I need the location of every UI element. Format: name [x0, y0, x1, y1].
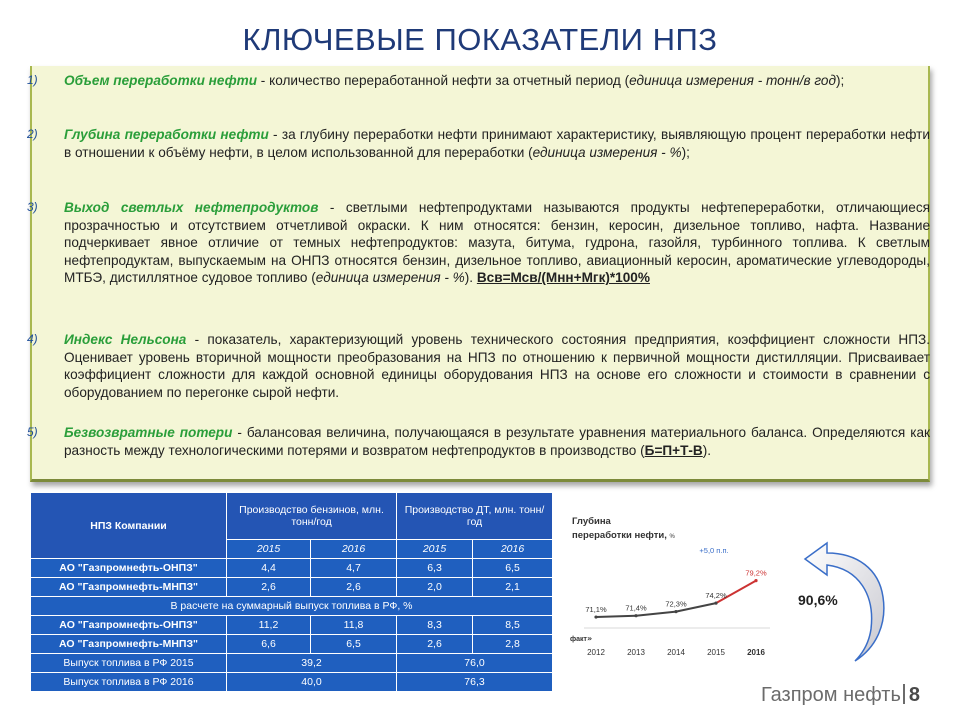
table-cell: 8,3: [397, 616, 473, 635]
term: Объем переработки нефти: [64, 73, 258, 88]
brand-name: Газпром нефть: [760, 684, 901, 706]
table-cell: 2,6: [311, 578, 397, 597]
table-cell: 4,7: [311, 559, 397, 578]
table-cell: 2,6: [397, 635, 473, 654]
table-cell: 6,5: [311, 635, 397, 654]
header-company: НПЗ Компании: [31, 493, 227, 559]
definition-tail: ).: [464, 270, 477, 286]
definition-tail: ).: [702, 442, 712, 458]
term: Индекс Нельсона: [64, 332, 187, 347]
data-point: [674, 610, 677, 613]
table-cell: 6,3: [397, 559, 473, 578]
year-cell: 2016: [311, 540, 397, 559]
year-cell: 2015: [397, 540, 473, 559]
data-label: 74,2%: [705, 591, 727, 601]
company-name: АО "Газпромнефть-МНПЗ": [31, 578, 227, 597]
table-cell: 2,1: [473, 578, 553, 597]
data-point: [594, 615, 597, 618]
table-row: [31, 578, 553, 597]
definition-tail: );: [681, 144, 690, 160]
footer-divider: [903, 684, 905, 704]
footer: [761, 684, 920, 707]
data-point: [714, 602, 717, 605]
table-cell: 2,0: [397, 578, 473, 597]
formula: Всв=Мсв/(Мнн+Мгк)*100%: [476, 270, 650, 286]
table-cell: 39,2: [227, 654, 397, 673]
item-number: 3): [27, 200, 38, 214]
page-number: 8: [908, 684, 920, 706]
item-number: 2): [27, 127, 38, 141]
table-cell: 11,2: [227, 616, 311, 635]
fact-label: факт: [570, 636, 587, 643]
header-gasoline: Производство бензинов, млн. тонн/год: [227, 493, 397, 540]
year-cell: 2016: [473, 540, 553, 559]
definitions-panel: [27, 66, 930, 482]
table-row: [31, 635, 553, 654]
unit-text: единица измерения - %: [315, 270, 465, 286]
term: Безвозвратные потери: [64, 425, 233, 440]
table-cell: 6,6: [227, 635, 311, 654]
table-cell: 40,0: [227, 673, 397, 692]
total-label: Выпуск топлива в РФ 2016: [31, 673, 227, 692]
data-label: 72,3%: [665, 599, 687, 609]
chart-title-line1: Глубина: [572, 516, 611, 527]
table-cell: 2,6: [227, 578, 311, 597]
unit-text: единица измерения - тонн/в год: [629, 73, 836, 88]
definition-text: - за глубину переработки нефти принимают характеристику, выявляющую процент переработки нефти в отношении к объёму нефти, в целом использованной для переработки (: [64, 127, 930, 160]
chart-annotation: +5,0 п.п.: [699, 546, 729, 555]
item-number: 4): [27, 332, 38, 346]
data-label: 71,1%: [585, 605, 607, 615]
table-subheader: [31, 597, 553, 616]
total-label: Выпуск топлива в РФ 2015: [31, 654, 227, 673]
x-tick-label: 2016: [747, 648, 765, 657]
table-cell: 11,8: [311, 616, 397, 635]
table-row: [31, 673, 553, 692]
page-title: КЛЮЧЕВЫЕ ПОКАЗАТЕЛИ НПЗ: [242, 22, 718, 57]
unit-text: единица измерения - %: [532, 144, 682, 160]
company-name: АО "Газпромнефть-ОНПЗ": [31, 559, 227, 578]
table-cell: 76,3: [397, 673, 553, 692]
x-tick-label: 2013: [627, 648, 645, 657]
table-cell: 4,4: [227, 559, 311, 578]
series-segment: [596, 616, 636, 617]
definition-tail: );: [835, 73, 845, 88]
item-number: 5): [27, 425, 38, 439]
data-label: 71,4%: [625, 603, 647, 613]
production-table: [30, 492, 553, 692]
side-value: 90,6%: [798, 592, 838, 608]
company-name: АО "Газпромнефть-МНПЗ": [31, 635, 227, 654]
data-label: 79,2%: [745, 568, 767, 578]
term: Глубина переработки нефти: [64, 127, 269, 142]
definition-text: - светлыми нефтепродуктами называются продукты нефтепереработки, отличающиеся прозрачностью и отсутствием отчетливой окраски. К ним относятся: бензин, керосин, дизельное топливо, нафта. Название подчеркивает явное отличие от темных нефтепродуктов: мазута, битума, гудрона, газойля, турбинного топлива. К светлым нефтепродуктам, выпускаемым на ОНПЗ относятся бензин, дизельное топливо, авиационный керосин, ароматические углеводороды, МТБЭ, дистиллятное судовое топливо (: [64, 200, 930, 286]
table-cell: 8,5: [473, 616, 553, 635]
x-tick-label: 2015: [707, 648, 725, 657]
header-diesel: Производство ДТ, млн. тонн/год: [397, 493, 553, 540]
item-number: 1): [27, 73, 38, 87]
company-name: АО "Газпромнефть-ОНПЗ": [31, 616, 227, 635]
definition-text: - показатель, характеризующий уровень технического состояния предприятия, коэффициент сложности НПЗ. Оценивает уровень вторичной мощности преобразования на НПЗ по отношению к первичной мощности дистилляции. Присваивает коэффициент сложности для каждой основной единицы оборудования НПЗ на основе его сложности и стоимости в сравнении с оборудованием по перегонке сырой нефти.: [64, 332, 930, 400]
table-cell: 76,0: [397, 654, 553, 673]
table-cell: 6,5: [473, 559, 553, 578]
fact-arrow-icon: »: [587, 634, 593, 643]
x-tick-label: 2012: [587, 648, 605, 657]
x-tick-label: 2014: [667, 648, 685, 657]
table-cell: 2,8: [473, 635, 553, 654]
chart-title-line2: переработки нефти, %: [572, 530, 675, 541]
formula: Б=П+Т-В: [644, 442, 703, 458]
data-point: [634, 614, 637, 617]
share-caption: В расчете на суммарный выпуск топлива в РФ, %: [31, 597, 553, 616]
definition-text: - количество переработанной нефти за отчетный период (: [257, 73, 630, 88]
table-row: [31, 559, 553, 578]
refining-depth-chart: [566, 510, 796, 665]
term: Выход светлых нефтепродуктов: [64, 200, 319, 215]
table-row: [31, 616, 553, 635]
table-row: [31, 654, 553, 673]
definition-text: - балансовая величина, получающаяся в результате уравнения материального баланса. Определяются как разность между технологическими потерями и возвратом нефтепродуктов в производство (: [64, 425, 930, 458]
year-cell: 2015: [227, 540, 311, 559]
data-point: [754, 579, 757, 582]
